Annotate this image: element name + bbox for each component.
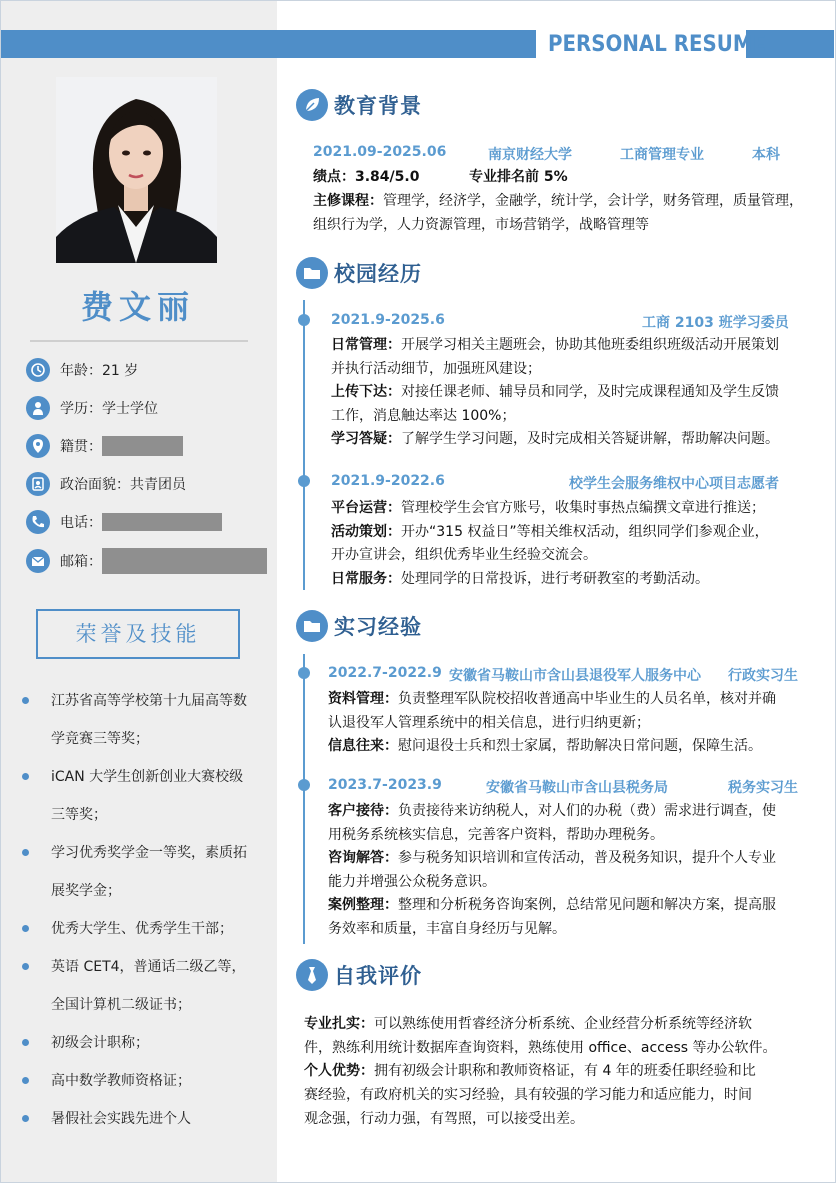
honor-line: 暑假社会实践先进个人 bbox=[51, 1111, 191, 1127]
intern-1-period: 2022.7-2022.9 bbox=[328, 665, 442, 681]
internship-title: 实习经验 bbox=[334, 615, 422, 639]
honor-line: 江苏省高等学校第十九届高等数 bbox=[51, 693, 247, 709]
education-header bbox=[296, 88, 422, 122]
honor-line: 初级会计职称； bbox=[51, 1035, 149, 1051]
campus-dot-1 bbox=[298, 314, 310, 326]
intern-2-org: 安徽省马鞍山市含山县税务局 bbox=[486, 780, 668, 796]
bullet-dot-icon bbox=[22, 1115, 29, 1122]
tie-icon bbox=[296, 959, 328, 991]
honor-item bbox=[22, 1100, 268, 1138]
honor-line: 三等奖； bbox=[51, 807, 107, 823]
campus-timeline bbox=[303, 300, 305, 590]
internship-header bbox=[296, 609, 422, 643]
honor-line: 学竞赛三等奖； bbox=[51, 731, 149, 747]
internship-timeline bbox=[303, 654, 305, 944]
item-line: 观念强，行动力强，有驾照，可以接受出差。 bbox=[304, 1110, 584, 1127]
info-age bbox=[26, 357, 138, 383]
honor-item bbox=[22, 910, 268, 948]
item-line: 开展学习相关主题班会，协助其他班委组织班级活动开展策划 bbox=[401, 337, 779, 353]
info-phone bbox=[26, 509, 222, 535]
info-age-text: 年龄：21 岁 bbox=[60, 363, 139, 379]
honor-line: 全国计算机二级证书； bbox=[51, 997, 191, 1013]
item-label: 客户接待： bbox=[328, 803, 398, 819]
honor-item bbox=[22, 834, 268, 910]
intern-2-details bbox=[328, 800, 806, 941]
item-line: 用税务系统核实信息，完善客户资料，帮助办理税务。 bbox=[328, 826, 664, 843]
honor-text bbox=[51, 1062, 191, 1100]
user-icon bbox=[26, 396, 50, 420]
honors-list bbox=[22, 682, 268, 1138]
item-line: 参与税务知识培训和宣传活动，普及税务知识，提升个人专业 bbox=[398, 850, 776, 866]
courses-line-2: 组织行为学，人力资源管理，市场营销学，战略管理等 bbox=[313, 216, 649, 233]
intern-1-org: 安徽省马鞍山市含山县退役军人服务中心 bbox=[449, 668, 701, 684]
item-line: 能力并增强公众税务意识。 bbox=[328, 873, 496, 890]
info-education-text: 学历：学士学位 bbox=[60, 401, 158, 417]
bullet-dot-icon bbox=[22, 1077, 29, 1084]
info-phone-label: 电话： bbox=[60, 515, 102, 531]
honor-item bbox=[22, 1062, 268, 1100]
phone-icon bbox=[26, 510, 50, 534]
intern-1-role: 行政实习生 bbox=[728, 668, 798, 684]
honor-line: 优秀大学生、优秀学生干部； bbox=[51, 921, 233, 937]
honor-text bbox=[51, 834, 247, 910]
location-pin-icon bbox=[26, 434, 50, 458]
folder-icon bbox=[296, 610, 328, 642]
education-school: 南京财经大学 bbox=[488, 147, 572, 163]
honor-line: 英语 CET4，普通话二级乙等， bbox=[51, 959, 246, 975]
info-political bbox=[26, 471, 186, 497]
item-line: 负责接待来访纳税人，对人们的办税（费）需求进行调查，使 bbox=[398, 803, 776, 819]
honor-line: 展奖学金； bbox=[51, 883, 121, 899]
item-line: 开办宣讲会，组织优秀毕业生经验交流会。 bbox=[331, 547, 597, 563]
name-divider bbox=[30, 340, 248, 342]
mail-icon bbox=[26, 549, 50, 573]
item-line: 整理和分析税务咨询案例，总结常见问题和解决方案，提高服 bbox=[398, 897, 776, 913]
campus-2-period: 2021.9-2022.6 bbox=[331, 473, 445, 489]
honor-text bbox=[51, 1100, 191, 1138]
campus-title: 校园经历 bbox=[334, 262, 422, 286]
campus-1-role: 工商 2103 班学习委员 bbox=[642, 315, 789, 331]
intern-1-details bbox=[328, 688, 806, 759]
honor-line: 学习优秀奖学金一等奖，素质拓 bbox=[51, 845, 247, 861]
honor-line: iCAN 大学生创新创业大赛校级 bbox=[51, 769, 244, 785]
internship-dot-2 bbox=[298, 779, 310, 791]
bullet-dot-icon bbox=[22, 963, 29, 970]
info-political-text: 政治面貌：共青团员 bbox=[60, 477, 186, 493]
honor-text bbox=[51, 910, 233, 948]
self-eval-header bbox=[296, 958, 422, 992]
item-line: 拥有初级会计职称和教师资格证，有 4 年的班委任职经验和比 bbox=[374, 1063, 756, 1080]
item-line: 务效率和质量，丰富自身经历与见解。 bbox=[328, 920, 566, 937]
campus-header bbox=[296, 256, 422, 290]
education-period: 2021.09-2025.06 bbox=[313, 144, 447, 160]
item-line: 处理同学的日常投诉，进行考研教室的考勤活动。 bbox=[401, 570, 709, 587]
campus-2-details bbox=[331, 497, 806, 591]
item-line: 慰问退役士兵和烈士家属，帮助解决日常问题，保障生活。 bbox=[398, 738, 762, 754]
item-label: 资料管理： bbox=[328, 691, 398, 707]
education-major: 工商管理专业 bbox=[620, 147, 704, 163]
honor-text bbox=[51, 948, 246, 1024]
item-label: 日常管理： bbox=[331, 337, 401, 353]
phone-redaction bbox=[102, 513, 222, 531]
item-label: 案例整理： bbox=[328, 897, 398, 913]
self-eval-details bbox=[304, 1013, 804, 1132]
honor-item bbox=[22, 682, 268, 758]
campus-2-role: 校学生会服务维权中心项目志愿者 bbox=[569, 476, 779, 492]
honor-text bbox=[51, 682, 247, 758]
courses-label: 主修课程： bbox=[313, 193, 383, 209]
intern-2-role: 税务实习生 bbox=[728, 780, 798, 796]
folder-icon bbox=[296, 257, 328, 289]
education-degree: 本科 bbox=[752, 147, 780, 163]
bullet-dot-icon bbox=[22, 849, 29, 856]
info-origin-label: 籍贯： bbox=[60, 439, 102, 455]
item-line: 管理校学生会官方账号，收集时事热点编撰文章进行推送； bbox=[401, 500, 765, 516]
intern-2-period: 2023.7-2023.9 bbox=[328, 777, 442, 793]
honor-text bbox=[51, 758, 243, 834]
badge-person-icon bbox=[26, 472, 50, 496]
item-line: 开办“315 权益日”等相关维权活动，组织同学们参观企业， bbox=[401, 523, 769, 540]
item-label: 上传下达： bbox=[331, 384, 401, 400]
item-line: 对接任课老师、辅导员和同学，及时完成课程通知及学生反馈 bbox=[401, 384, 779, 400]
info-education bbox=[26, 395, 158, 421]
bullet-dot-icon bbox=[22, 697, 29, 704]
item-line: 可以熟练使用哲睿经济分析系统、企业经营分析系统等经济软 bbox=[374, 1016, 752, 1032]
item-label: 信息往来： bbox=[328, 738, 398, 754]
bullet-dot-icon bbox=[22, 773, 29, 780]
item-line: 并执行活动细节，加强班风建设； bbox=[331, 360, 541, 377]
email-redaction bbox=[102, 548, 267, 574]
info-origin bbox=[26, 433, 183, 459]
clock-icon bbox=[26, 358, 50, 382]
honor-line: 高中数学教师资格证； bbox=[51, 1073, 191, 1089]
education-courses bbox=[313, 190, 803, 237]
honor-text bbox=[51, 1024, 149, 1062]
leaf-icon bbox=[296, 89, 328, 121]
education-rank: 专业排名前 5% bbox=[469, 169, 568, 185]
item-label: 学习答疑： bbox=[331, 431, 401, 447]
origin-redaction bbox=[102, 436, 183, 456]
courses-line-1: 管理学，经济学，金融学，统计学，会计学，财务管理，质量管理， bbox=[383, 193, 803, 209]
item-line: 负责整理军队院校招收普通高中毕业生的人员名单，核对并确 bbox=[398, 691, 776, 707]
self-eval-title: 自我评价 bbox=[334, 964, 422, 988]
profile-name: 费文丽 bbox=[80, 288, 195, 326]
item-line: 认退役军人管理系统中的相关信息，进行归纳更新； bbox=[328, 714, 650, 731]
education-gpa: 绩点：3.84/5.0 bbox=[313, 169, 420, 185]
info-email-label: 邮箱： bbox=[60, 554, 102, 570]
item-label: 日常服务： bbox=[331, 570, 401, 587]
item-label: 活动策划： bbox=[331, 523, 401, 540]
item-line: 赛经验，有政府机关的实习经验，具有较强的学习能力和适应能力，时间 bbox=[304, 1087, 752, 1104]
item-label: 个人优势： bbox=[304, 1063, 374, 1080]
honor-item bbox=[22, 758, 268, 834]
honor-item bbox=[22, 948, 268, 1024]
item-label: 咨询解答： bbox=[328, 850, 398, 866]
item-line: 件，熟练利用统计数据库查询资料，熟练使用 office、access 等办公软件。 bbox=[304, 1039, 777, 1056]
item-label: 平台运营： bbox=[331, 500, 401, 516]
education-title: 教育背景 bbox=[334, 94, 422, 118]
internship-dot-1 bbox=[298, 667, 310, 679]
campus-1-details bbox=[331, 334, 806, 452]
item-line: 工作，消息触达率达 100%； bbox=[331, 407, 516, 424]
campus-dot-2 bbox=[298, 475, 310, 487]
profile-photo bbox=[56, 77, 217, 263]
bullet-dot-icon bbox=[22, 1039, 29, 1046]
campus-1-period: 2021.9-2025.6 bbox=[331, 312, 445, 328]
honor-item bbox=[22, 1024, 268, 1062]
bullet-dot-icon bbox=[22, 925, 29, 932]
honors-title: 荣誉及技能 bbox=[36, 609, 240, 659]
item-line: 了解学生学习问题，及时完成相关答疑讲解，帮助解决问题。 bbox=[401, 431, 779, 447]
item-label: 专业扎实： bbox=[304, 1016, 374, 1032]
header-title: PERSONAL RESUME bbox=[548, 32, 767, 57]
info-email bbox=[26, 548, 267, 574]
